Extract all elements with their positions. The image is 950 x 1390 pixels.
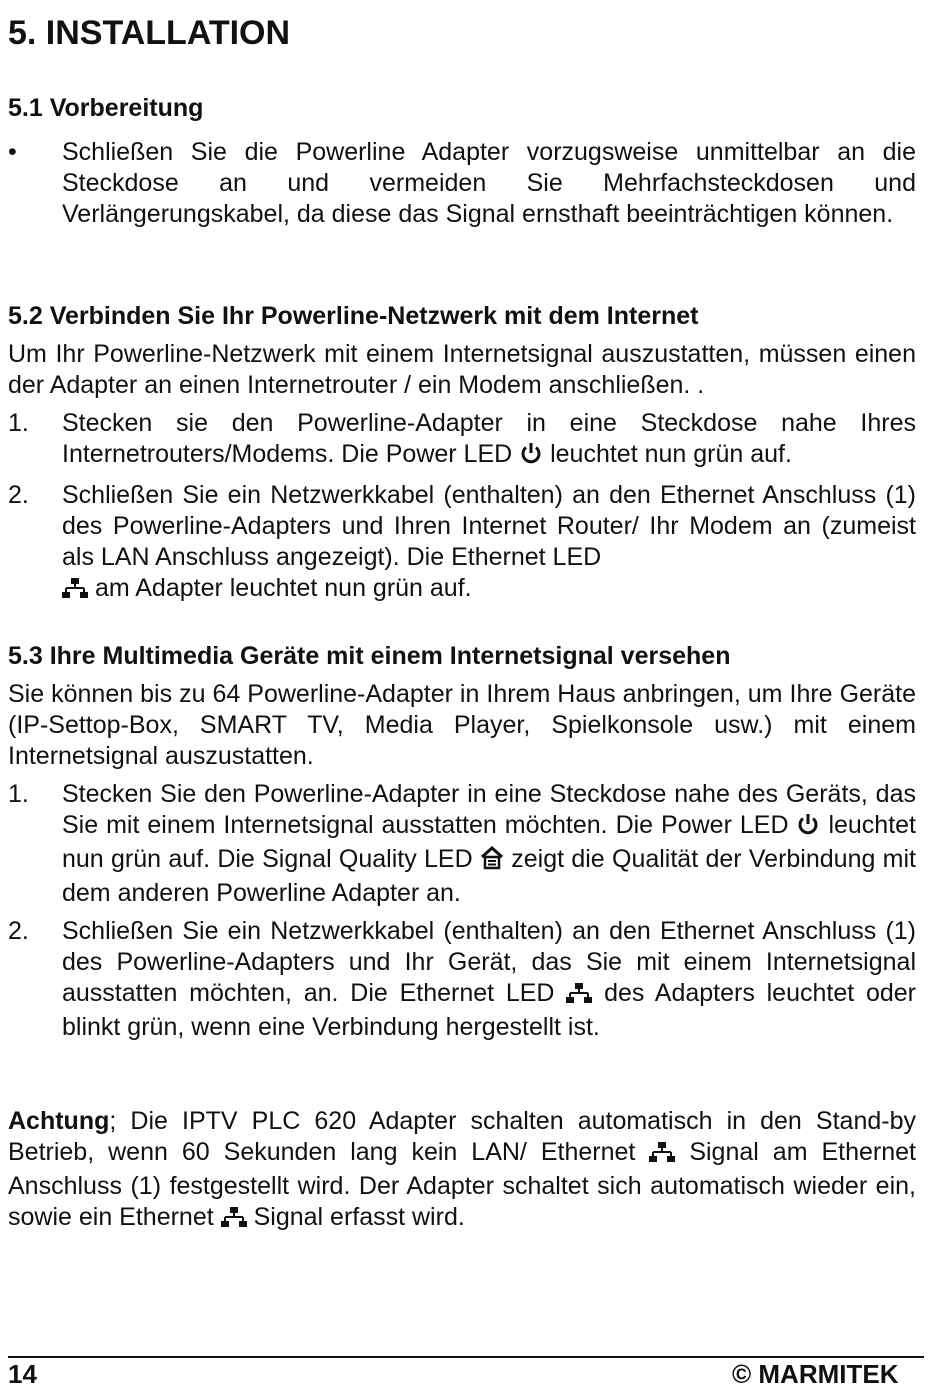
note-paragraph [8, 1106, 916, 1236]
list-item-text: am Adapter leuchtet nun grün auf. [94, 574, 472, 602]
ethernet-icon [221, 1205, 247, 1236]
note-text: Signal erfasst wird. [253, 1203, 465, 1231]
section-5-2 [8, 301, 916, 607]
signal-quality-icon [480, 846, 504, 878]
list-item-text: leuchtet nun grün auf. Die Signal Quality LED [62, 811, 916, 873]
list-item-text: Schließen Sie die Powerline Adapter vorzugsweise unmittelbar an die Steckdose an und vermeiden Sie Mehrfachsteckdosen und Verlängerungskabel, da diese das Signal ernsthaft beeinträchtigen können. [62, 138, 916, 228]
section-5-3 [8, 641, 916, 1043]
list-item-text: leuchtet nun grün auf. [550, 440, 792, 468]
paragraph [8, 1106, 916, 1236]
list-item-text: zeigt die Qualität der Verbindung mit dem anderen Powerline Adapter an. [62, 845, 916, 907]
list-item-text: Stecken sie den Powerline-Adapter in eine Steckdose nahe Ihres Internetrouters/Modems. Die Power LED [62, 409, 916, 468]
list-item-text: des Adapters leuchtet oder blinkt grün, wenn eine Verbindung hergestellt ist. [62, 979, 916, 1041]
bullet: • [8, 138, 17, 166]
paragraph: Um Ihr Powerline-Netzwerk mit einem Internetsignal auszustatten, müssen einen der Adapter an einen Internetrouter / ein Modem anschließen. . [8, 340, 916, 399]
ethernet-icon [566, 981, 592, 1012]
section-heading: 5.1 Vorbereitung [8, 94, 204, 122]
list-item-text: Schließen Sie ein Netzwerkkabel (enthalten) an den Ethernet Anschluss (1) des Powerline-Adapters und Ihr Gerät, das Sie mit einem Internetsignal ausstatten möchten, an. Die Ethernet LED [62, 917, 916, 1007]
list-number: 2. [8, 481, 29, 509]
ethernet-icon [649, 1140, 675, 1171]
ethernet-icon [62, 576, 88, 607]
list-item [8, 408, 916, 473]
power-icon [796, 812, 820, 844]
list-number: 1. [8, 409, 29, 437]
list-item-text: Schließen Sie ein Netzwerkkabel (enthalten) an den Ethernet Anschluss (1) des Powerline-Adapters und Ihren Internet Router/ Ihr Modem an (zumeist als LAN Anschluss angezeigt). Die Ethernet LED [62, 481, 916, 571]
section-heading: 5.3 Ihre Multimedia Geräte mit einem Internetsignal versehen [8, 642, 731, 670]
note-text: ; Die IPTV PLC 620 Adapter schalten automatisch in den Stand-by Betrieb, wenn 60 Sekunden lang kein LAN/ Ethernet [8, 1107, 916, 1166]
section-5-1 [8, 93, 916, 230]
paragraph: Sie können bis zu 64 Powerline-Adapter in Ihrem Haus anbringen, um Ihre Geräte (IP-Settop-Box, SMART TV, Media Player, Spielkonsole usw.) mit einem Internetsignal auszustatten. [8, 680, 916, 770]
list-item [8, 137, 916, 230]
note-text: Signal am Ethernet Anschluss (1) festgestellt wird. Der Adapter schaltet sich automatisch wieder ein, sowie ein Ethernet [8, 1138, 917, 1231]
section-heading: 5.2 Verbinden Sie Ihr Powerline-Netzwerk mit dem Internet [8, 302, 699, 330]
list-item-text: Stecken Sie den Powerline-Adapter in eine Steckdose nahe des Geräts, das Sie mit einem Internetsignal ausstatten möchten. Die Power LED [62, 780, 916, 839]
list-item [8, 916, 916, 1043]
note-label: Achtung [8, 1107, 110, 1135]
page-number: 14 [8, 1359, 37, 1389]
page-title: 5. INSTALLATION [8, 14, 291, 52]
list-item [8, 480, 916, 607]
list-number: 2. [8, 917, 29, 945]
list-item [8, 779, 916, 909]
list-number: 1. [8, 780, 29, 808]
footer-brand: © MARMITEK [732, 1359, 899, 1389]
power-icon [519, 441, 543, 473]
